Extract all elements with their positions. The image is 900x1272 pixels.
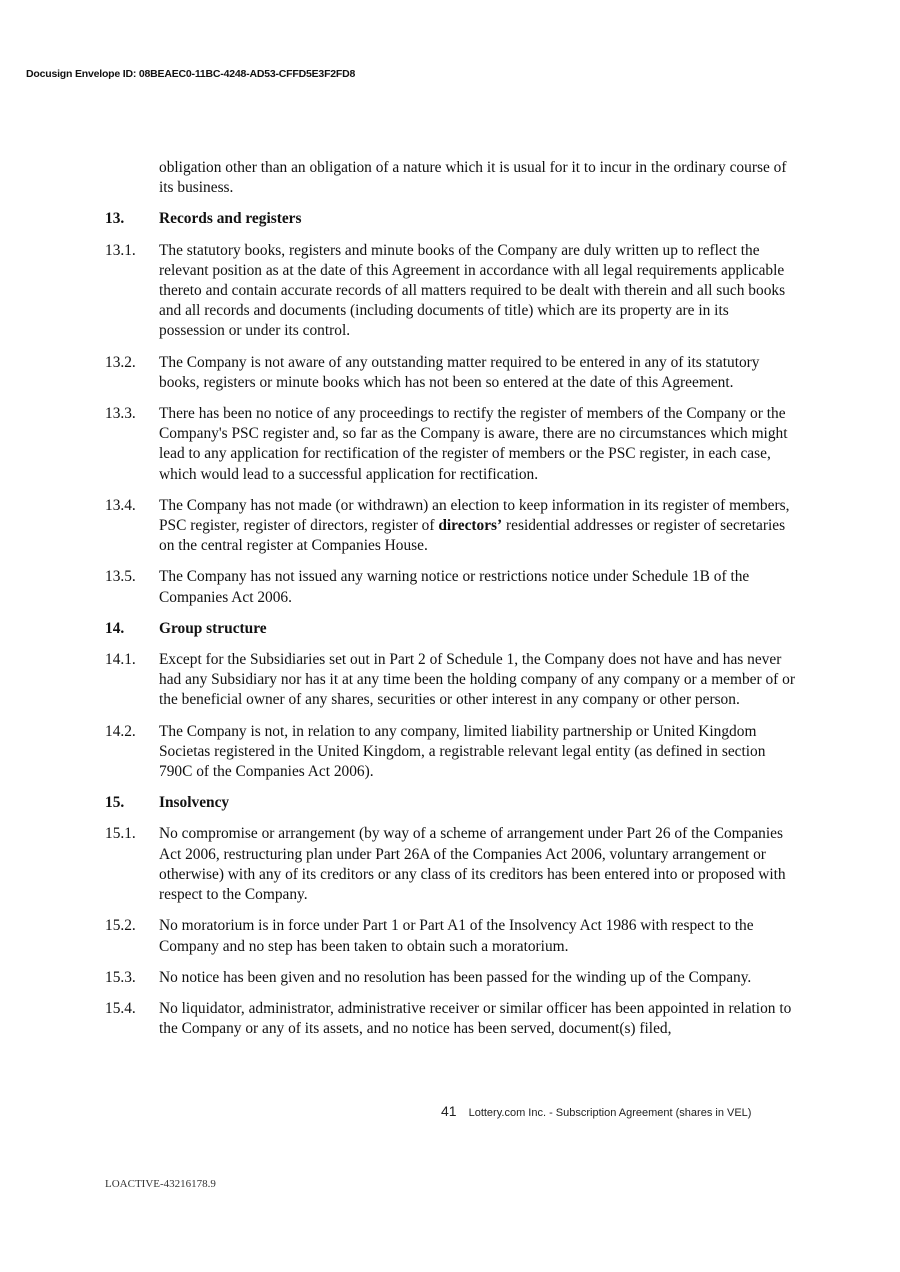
clause-number: 14.2. xyxy=(105,722,136,740)
clause-text-part: The Company has not made (or withdrawn) an election to keep information in its register of members, PSC register, register of directors, register of xyxy=(159,496,790,535)
clause-text: The Company is not, in relation to any company, limited liability partnership or United Kingdom Societas registered in the United Kingdom, a registrable relevant legal entity (as defined in section 790C of the Companies Act 2006). xyxy=(159,722,766,781)
clause-number: 13.5. xyxy=(105,568,136,586)
clause-text: The Company is not aware of any outstanding matter required to be entered in any of its statutory books, registers or minute books which has not been so entered at the date of this Agreement. xyxy=(159,353,760,391)
clause-13-1 xyxy=(105,241,795,342)
page-number: 41 xyxy=(441,1103,457,1119)
clause-13-4 xyxy=(105,496,795,557)
clause-number: 13.2. xyxy=(105,353,136,371)
clause-number: 15.4. xyxy=(105,999,136,1017)
clause-14-1 xyxy=(105,650,795,711)
section-heading-14 xyxy=(105,619,795,639)
section-number: 15. xyxy=(105,794,125,812)
continuation-text: obligation other than an obligation of a nature which it is usual for it to incur in the ordinary course of its business. xyxy=(159,159,787,197)
clause-text: Except for the Subsidiaries set out in Part 2 of Schedule 1, the Company does not have and has never had any Subsidiary nor has it at any time been the holding company of any company or a member of or the beneficial owner of any shares, securities or other interest in any company or other person. xyxy=(159,651,795,709)
clause-14-2 xyxy=(105,722,795,783)
clause-text: There has been no notice of any proceedings to rectify the register of members of the Company or the Company's PSC register and, so far as the Company is aware, there are no circumstances which might lead to any application for rectification of the register of members or the PSC register, in each case, which would lead to a successful application for rectification. xyxy=(159,405,788,483)
section-number: 13. xyxy=(105,210,125,228)
clause-text-part: residential addresses or register of secretaries on the central register at Companies House. xyxy=(159,517,786,555)
clause-number: 14.1. xyxy=(105,651,136,669)
clause-number: 13.4. xyxy=(105,496,136,514)
clause-13-2 xyxy=(105,353,795,393)
section-title: Insolvency xyxy=(159,794,230,812)
clause-number: 13.3. xyxy=(105,405,136,423)
clause-text: No liquidator, administrator, administrative receiver or similar officer has been appointed in relation to the Company or any of its assets, and no notice has been served, document(s) filed, xyxy=(159,999,792,1038)
clause-text: No notice has been given and no resolution has been passed for the winding up of the Company. xyxy=(159,968,752,986)
clause-15-2 xyxy=(105,916,795,956)
clause-15-4 xyxy=(105,999,795,1039)
clause-text: The statutory books, registers and minute books of the Company are duly written up to reflect the relevant position as at the date of this Agreement in accordance with all legal requirements applicable thereto and contain accurate records of all matters required to be dealt with therein and all such books and all records and documents (including documents of title) which are its property are in its possession or under its control. xyxy=(159,241,786,340)
clause-text xyxy=(159,496,795,557)
clause-15-3 xyxy=(105,968,795,988)
page-footer xyxy=(441,1103,751,1119)
clause-text: No compromise or arrangement (by way of a scheme of arrangement under Part 26 of the Companies Act 2006, restructuring plan under Part 26A of the Companies Act 2006, voluntary arrangement or otherwise) with any of its creditors or any class of its creditors has been entered into or proposed with respect to the Company. xyxy=(159,825,786,904)
section-number: 14. xyxy=(105,619,125,637)
clause-13-5 xyxy=(105,567,795,607)
clause-text: No moratorium is in force under Part 1 or Part A1 of the Insolvency Act 1986 with respect to the Company and no step has been taken to obtain such a moratorium. xyxy=(159,917,754,955)
clause-number: 13.1. xyxy=(105,241,136,259)
clause-text: The Company has not issued any warning notice or restrictions notice under Schedule 1B of the Companies Act 2006. xyxy=(159,568,750,606)
section-title: Group structure xyxy=(159,619,267,637)
clause-number: 15.3. xyxy=(105,968,136,986)
clause-number: 15.2. xyxy=(105,917,136,935)
section-heading-13 xyxy=(105,209,795,229)
section-heading-15 xyxy=(105,793,795,813)
clause-15-1 xyxy=(105,824,795,905)
section-title: Records and registers xyxy=(159,210,302,228)
clause-number: 15.1. xyxy=(105,825,136,843)
clause-text-bold: directors’ xyxy=(438,517,503,535)
footer-title: Lottery.com Inc. - Subscription Agreement (shares in VEL) xyxy=(468,1107,752,1119)
clause-13-3 xyxy=(105,404,795,485)
envelope-id: Docusign Envelope ID: 08BEAEC0-11BC-4248-AD53-CFFD5E3F2FD8 xyxy=(26,68,356,80)
document-reference: LOACTIVE-43216178.9 xyxy=(105,1178,216,1190)
document-body xyxy=(105,158,795,1050)
